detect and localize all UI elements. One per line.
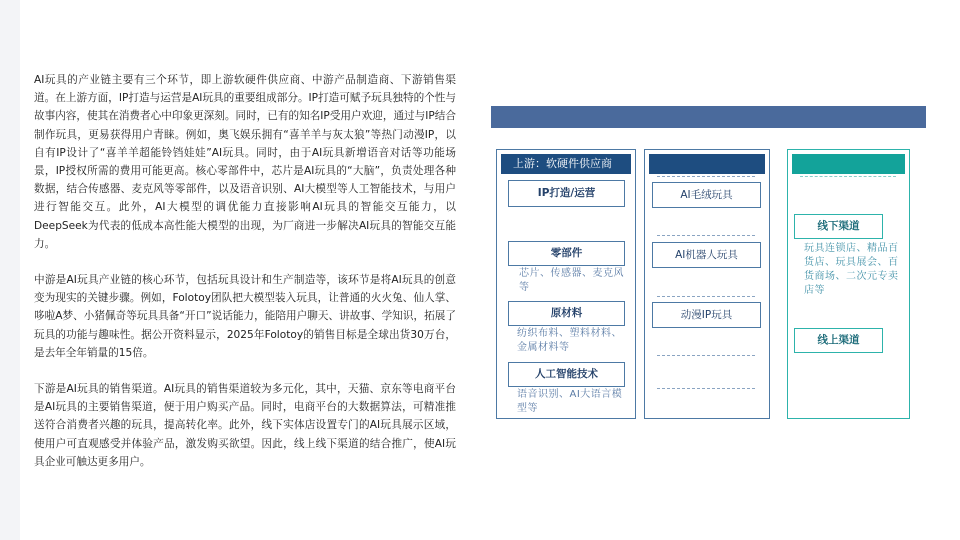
upstream-header: 上游：软硬件供应商 [501,154,631,174]
anime-ip-toy-box: 动漫IP玩具 [652,302,761,328]
ip-box: IP打造/运营 [508,180,625,207]
paragraph-downstream: 下游是AI玩具的销售渠道。AI玩具的销售渠道较为多元化，其中，天猫、京东等电商平台是AI玩具的主要销售渠道，便于用户购买产品。同时，电商平台的大数据算法，可精准推送符合消费者兴趣的玩具，提高转化率。此外，线下实体店设置专门的AI玩具展示区域，使用户可直观感受并体验产品，激发购买欲望。因此，线上线下渠道的结合推广，使AI玩具企业可触达更多用户。 [34,383,456,468]
midstream-divider-3 [657,355,755,356]
materials-box: 原材料 [508,301,625,326]
midstream-column [644,149,770,419]
downstream-divider-top [800,176,896,177]
article-body [34,71,456,489]
downstream-header [792,154,905,174]
midstream-header [649,154,765,174]
midstream-divider-2 [657,296,755,297]
ai-tech-box: 人工智能技术 [508,362,625,387]
left-margin-strip [0,0,20,540]
diagram-title-bar [491,106,926,128]
midstream-divider-1 [657,235,755,236]
industry-chain-diagram [491,106,926,432]
paragraph-midstream: 中游是AI玩具产业链的核心环节，包括玩具设计和生产制造等，该环节是将AI玩具的创意变为现实的关键步骤。例如，Folotoy团队把大模型装入玩具，让普通的火火兔、仙人掌、哆啦A梦、小猪佩奇等玩具具备“开口”说话能力，能陪用户聊天、讲故事、学知识，拓展了玩具的功能与趣味性。据公开资料显示，2025年Folotoy的销售目标是全球出货30万台，是去年全年销量的15倍。 [34,274,456,359]
midstream-divider-top [657,176,755,177]
offline-channel-desc: 玩具连锁店、精品百货店、玩具展会、百货商场、二次元专卖店等 [804,243,899,296]
components-box: 零部件 [508,241,625,266]
components-desc: 芯片、传感器、麦克风等 [519,268,624,293]
downstream-column [787,149,910,419]
materials-desc: 纺织布料、塑料材料、金属材料等 [517,328,622,353]
online-channel-box: 线上渠道 [794,328,883,353]
ai-robot-toy-box: AI机器人玩具 [652,242,761,268]
upstream-column [496,149,636,419]
offline-channel-box: 线下渠道 [794,214,883,239]
ai-tech-desc: 语音识别、AI大语言模型等 [517,389,623,414]
ai-plush-toy-box: AI毛绒玩具 [652,182,761,208]
paragraph-upstream: AI玩具的产业链主要有三个环节，即上游软硬件供应商、中游产品制造商、下游销售渠道。在上游方面，IP打造与运营是AI玩具的重要组成部分。IP打造可赋予玩具独特的个性与故事内容，使其在消费者心中印象更深刻。同时，已有的知名IP受用户欢迎，通过与IP结合制作玩具，更易获得用户青睐。例如，奥飞娱乐拥有“喜羊羊与灰太狼”等热门动漫IP，以自有IP设计了“喜羊羊超能铃铛娃娃”AI玩具。同时，由于AI玩具新增语音对话等功能场景，IP授权所需的费用可能更高。核心零部件中，芯片是AI玩具的“大脑”，负责处理各种数据，结合传感器、麦克风等零部件，以及语音识别、AI大模型等人工智能技术，与用户进行智能交互。此外，AI大模型的调优能力直接影响AI玩具的智能交互能力，以DeepSeek为代表的低成本高性能大模型的出现，为厂商进一步解决AI玩具的智能交互能力。 [34,74,456,250]
midstream-divider-4 [657,388,755,389]
